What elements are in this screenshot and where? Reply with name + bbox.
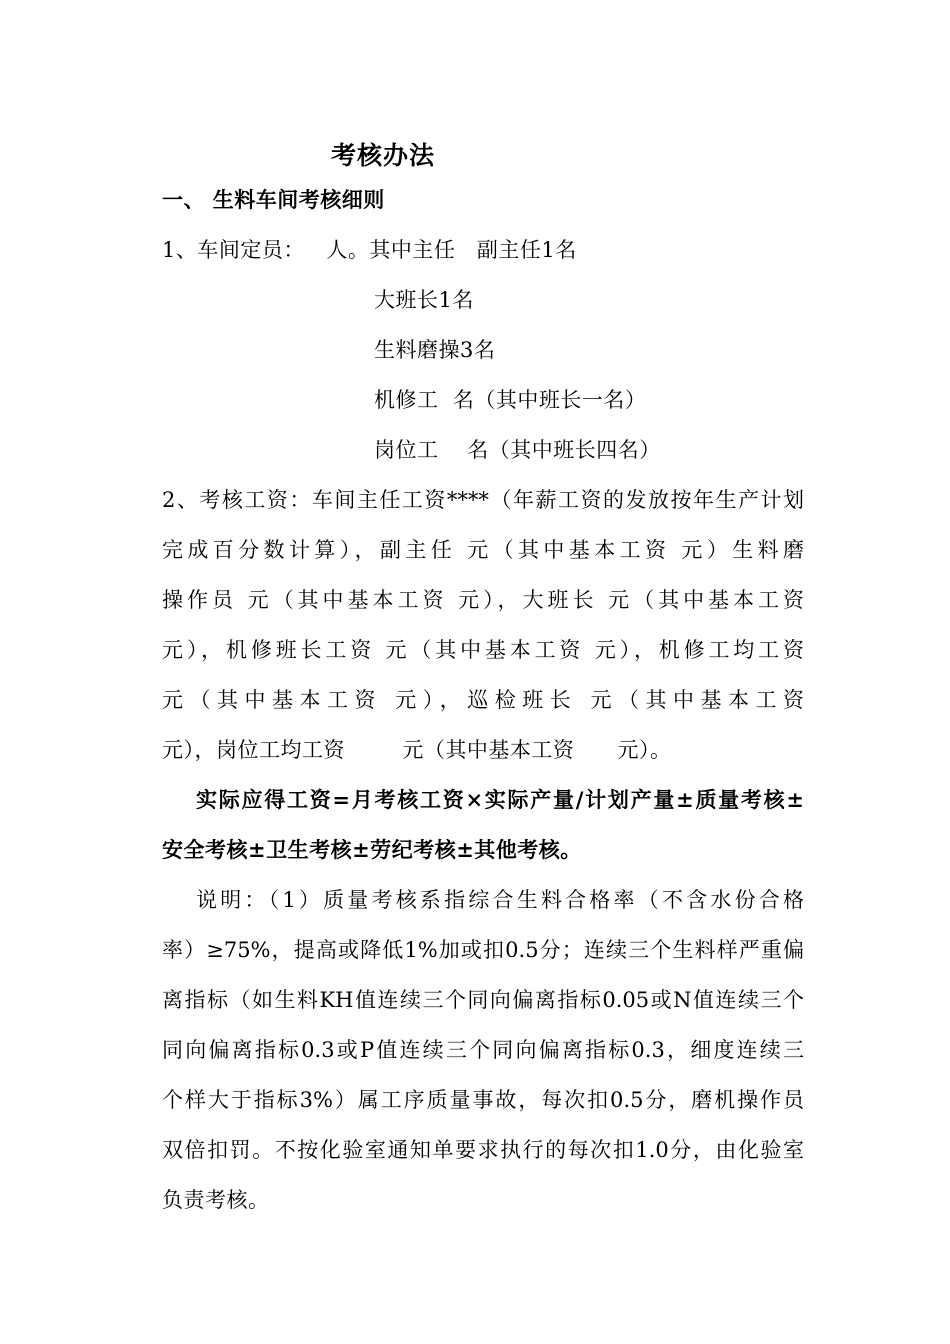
note-line-4: 同向偏离指标0.3或P值连续三个同向偏离指标0.3，细度连续三: [162, 1038, 804, 1062]
document-title: 考核办法: [331, 141, 436, 170]
section-heading: 一、 生料车间考核细则: [162, 187, 385, 212]
note-line-6: 双倍扣罚。不按化验室通知单要求执行的每次扣1.0分，由化验室: [162, 1138, 804, 1162]
wages-line-3: 操作员 元（其中基本工资 元），大班长 元（其中基本工资: [162, 588, 804, 612]
note-line-7: 负责考核。: [162, 1188, 270, 1212]
wages-line-1: 2、考核工资：车间主任工资****（年薪工资的发放按年生产计划: [162, 488, 804, 512]
staffing-line-5: 岗位工 名（其中班长四名）: [374, 438, 661, 462]
wages-line-5: 元（其中基本工资 元），巡检班长 元（其中基本工资: [162, 688, 804, 712]
wages-line-2: 完成百分数计算），副主任 元（其中基本工资 元）生料磨: [162, 538, 804, 562]
note-line-1: 说明：（1）质量考核系指综合生料合格率（不含水份合格: [196, 888, 804, 912]
wages-line-6: 元），岗位工均工资 元（其中基本工资 元）。: [162, 738, 672, 762]
wages-line-4: 元），机修班长工资 元（其中基本工资 元），机修工均工资: [162, 638, 804, 662]
staffing-line-3: 生料磨操3名: [374, 338, 496, 362]
staffing-line-1: 1、车间定员： 人。其中主任 副主任1名: [162, 238, 577, 262]
note-line-5: 个样大于指标3%）属工序质量事故，每次扣0.5分，磨机操作员: [162, 1088, 804, 1112]
note-line-2: 率）≥75%，提高或降低1%加或扣0.5分；连续三个生料样严重偏: [162, 938, 804, 962]
formula-line-1: 实际应得工资=月考核工资×实际产量/计划产量±质量考核±: [196, 787, 804, 812]
formula-line-2: 安全考核±卫生考核±劳纪考核±其他考核。: [162, 837, 582, 862]
staffing-line-4: 机修工 名（其中班长一名）: [374, 388, 647, 412]
staffing-line-2: 大班长1名: [374, 288, 474, 312]
note-line-3: 离指标（如生料KH值连续三个同向偏离指标0.05或N值连续三个: [162, 988, 804, 1012]
